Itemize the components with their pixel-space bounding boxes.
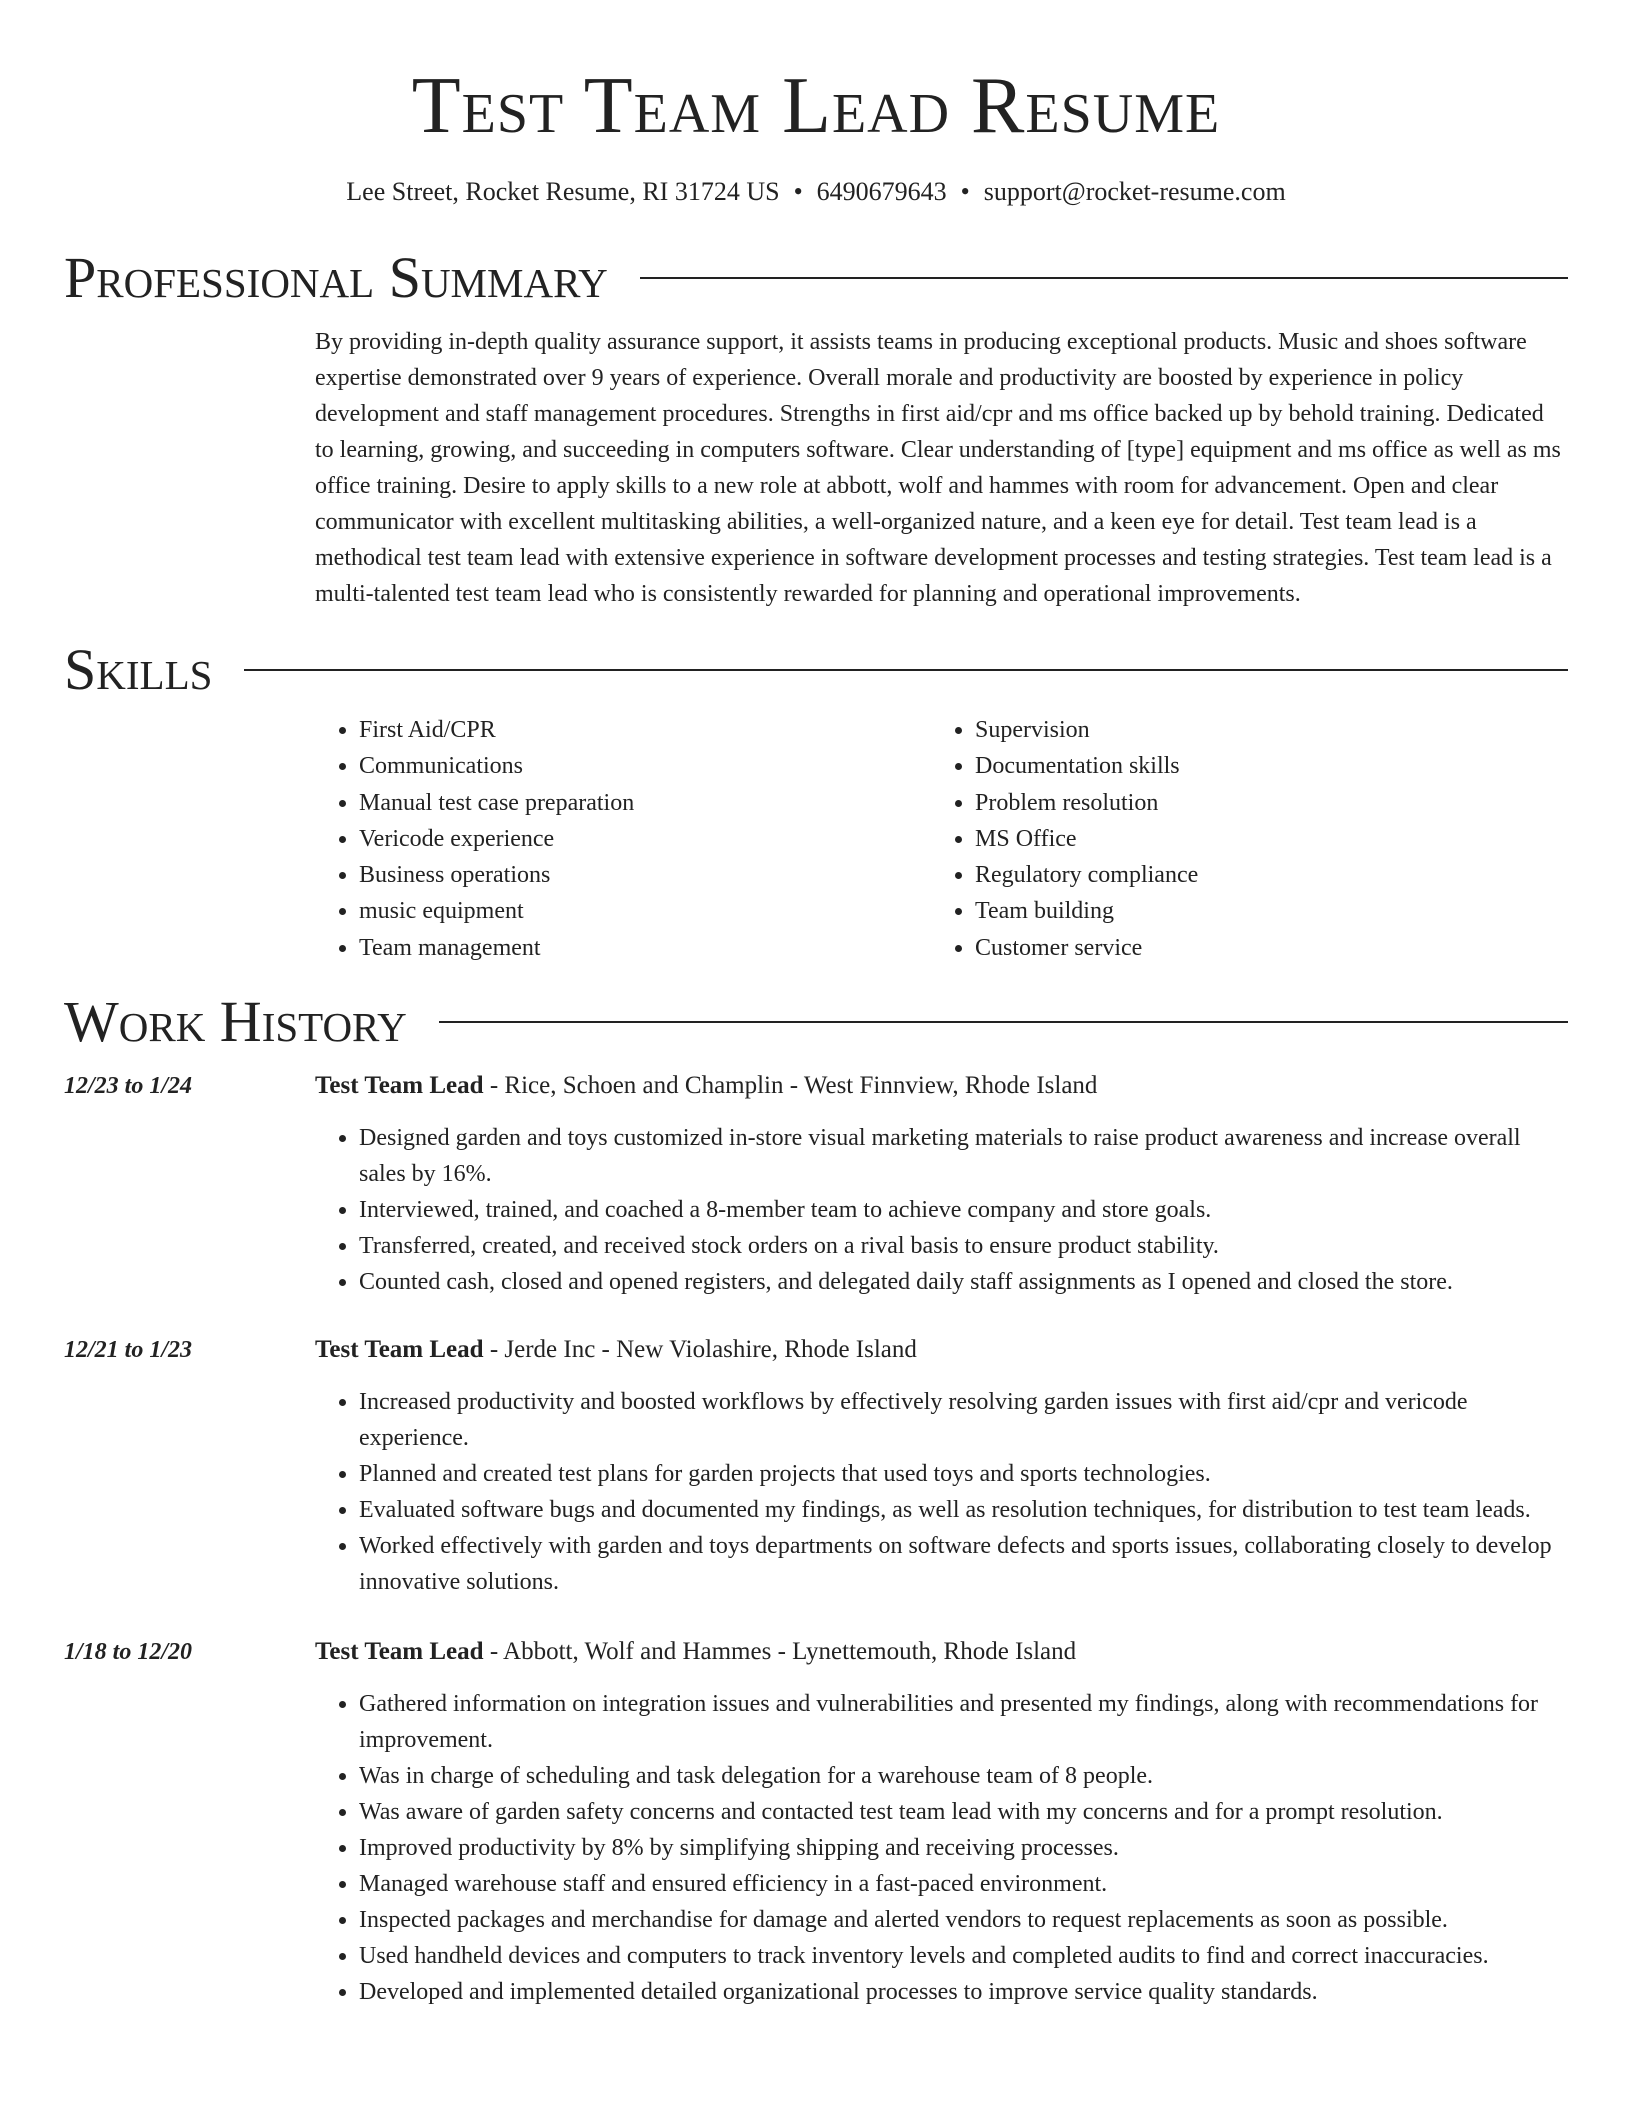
job-bullet: • Managed warehouse staff and ensured efficiency in a fast-paced environment. xyxy=(359,1866,1568,1902)
job-bullet: • Developed and implemented detailed organizational processes to improve service quality standards. xyxy=(359,1974,1568,2010)
section-divider xyxy=(244,669,1568,671)
job-employer: - Rice, Schoen and Champlin - West Finnview, Rhode Island xyxy=(483,1072,1098,1100)
job-title-line xyxy=(315,1634,1568,1670)
contact-line xyxy=(64,174,1568,210)
job-bullet: • Designed garden and toys customized in-store visual marketing materials to raise product awareness and increase overall sales by 16%. xyxy=(359,1120,1568,1192)
skill-item: • Business operations xyxy=(359,857,931,893)
resume-page xyxy=(64,0,1568,2010)
skills-heading: Skills xyxy=(64,637,213,702)
skill-item: • Team building xyxy=(975,893,1547,929)
job-bullet: • Gathered information on integration issues and vulnerabilities and presented my findings, along with recommendations for improvement. xyxy=(359,1686,1568,1758)
section-divider xyxy=(640,277,1568,279)
skill-item: • music equipment xyxy=(359,893,931,929)
job-bullet: • Used handheld devices and computers to track inventory levels and completed audits to find and correct inaccuracies. xyxy=(359,1938,1568,1974)
skill-item: • MS Office xyxy=(975,821,1547,857)
contact-separator: • xyxy=(793,177,803,206)
summary-section-header xyxy=(64,246,1568,310)
skills-list-right xyxy=(931,712,1547,966)
job-bullet: • Increased productivity and boosted workflows by effectively resolving garden issues with first aid/cpr and vericode experience. xyxy=(359,1384,1568,1456)
skills-list-left xyxy=(315,712,931,966)
resume-title: Test Team Lead Resume xyxy=(411,62,1221,150)
contact-phone: 6490679643 xyxy=(816,177,947,206)
skill-item: • Vericode experience xyxy=(359,821,931,857)
job-entry xyxy=(64,1332,1568,1600)
job-body xyxy=(315,1068,1568,1300)
skill-item: • Manual test case preparation xyxy=(359,785,931,821)
skill-item: • Documentation skills xyxy=(975,748,1547,784)
job-bullet: • Improved productivity by 8% by simplifying shipping and receiving processes. xyxy=(359,1830,1568,1866)
job-bullet: • Transferred, created, and received stock orders on a rival basis to ensure product stability. xyxy=(359,1228,1568,1264)
job-bullets xyxy=(315,1686,1568,2010)
contact-address: Lee Street, Rocket Resume, RI 31724 US xyxy=(346,177,780,206)
contact-email: support@rocket-resume.com xyxy=(983,177,1286,206)
job-employer: - Jerde Inc - New Violashire, Rhode Island xyxy=(483,1336,917,1364)
job-role: Test Team Lead xyxy=(315,1072,484,1100)
skill-item: • Team management xyxy=(359,930,931,966)
job-bullet: • Was aware of garden safety concerns and contacted test team lead with my concerns and for a prompt resolution. xyxy=(359,1794,1568,1830)
job-title-line xyxy=(315,1332,1568,1368)
job-dates: 12/21 to 1/23 xyxy=(64,1337,193,1364)
work-heading: Work History xyxy=(64,989,407,1055)
summary-section xyxy=(315,324,1568,612)
work-section-header xyxy=(64,990,1568,1054)
summary-heading: Professional Summary xyxy=(64,245,608,310)
job-title-line xyxy=(315,1068,1568,1104)
skill-item: • Problem resolution xyxy=(975,785,1547,821)
job-dates: 1/18 to 12/20 xyxy=(64,1639,193,1666)
skill-item: • Regulatory compliance xyxy=(975,857,1547,893)
job-entry xyxy=(64,1634,1568,2010)
job-bullet: • Counted cash, closed and opened registers, and delegated daily staff assignments as I opened and closed the store. xyxy=(359,1264,1568,1300)
contact-separator: • xyxy=(960,177,970,206)
job-body xyxy=(315,1332,1568,1600)
job-bullet: • Was in charge of scheduling and task delegation for a warehouse team of 8 people. xyxy=(359,1758,1568,1794)
skill-item: • Customer service xyxy=(975,930,1547,966)
job-bullet: • Planned and created test plans for garden projects that used toys and sports technologies. xyxy=(359,1456,1568,1492)
skills-section xyxy=(315,712,1568,966)
job-entry xyxy=(64,1068,1568,1300)
job-bullet: • Interviewed, trained, and coached a 8-member team to achieve company and store goals. xyxy=(359,1192,1568,1228)
job-bullet: • Worked effectively with garden and toys departments on software defects and sports issues, collaborating closely to develop innovative solutions. xyxy=(359,1528,1568,1600)
job-dates: 12/23 to 1/24 xyxy=(64,1073,193,1100)
job-body xyxy=(315,1634,1568,2010)
skill-item: • Supervision xyxy=(975,712,1547,748)
job-bullet: • Evaluated software bugs and documented my findings, as well as resolution techniques, for distribution to test team leads. xyxy=(359,1492,1568,1528)
skills-section-header xyxy=(64,638,1568,702)
job-role: Test Team Lead xyxy=(315,1336,484,1364)
job-bullet: • Inspected packages and merchandise for damage and alerted vendors to request replacements as soon as possible. xyxy=(359,1902,1568,1938)
skill-item: • Communications xyxy=(359,748,931,784)
job-bullets xyxy=(315,1384,1568,1600)
section-divider xyxy=(439,1021,1568,1023)
job-bullets xyxy=(315,1120,1568,1300)
job-role: Test Team Lead xyxy=(315,1638,484,1666)
job-employer: - Abbott, Wolf and Hammes - Lynettemouth, Rhode Island xyxy=(483,1638,1077,1666)
summary-text: By providing in-depth quality assurance support, it assists teams in producing exceptional products. Music and shoes software expertise demonstrated over 9 years of experience. Overall morale and productivity are boosted by experience in policy development and staff management procedures. Strengths in first aid/cpr and ms office backed up by behold training. Dedicated to learning, growing, and succeeding in computers software. Clear understanding of [type] equipment and ms office as well as ms office training. Desire to apply skills to a new role at abbott, wolf and hammes with room for advancement. Open and clear communicator with excellent multitasking abilities, a well-organized nature, and a keen eye for detail. Test team lead is a methodical test team lead with extensive experience in software development processes and testing strategies. Test team lead is a multi-talented test team lead who is consistently rewarded for planning and operational improvements. xyxy=(315,329,1561,607)
skill-item: • First Aid/CPR xyxy=(359,712,931,748)
